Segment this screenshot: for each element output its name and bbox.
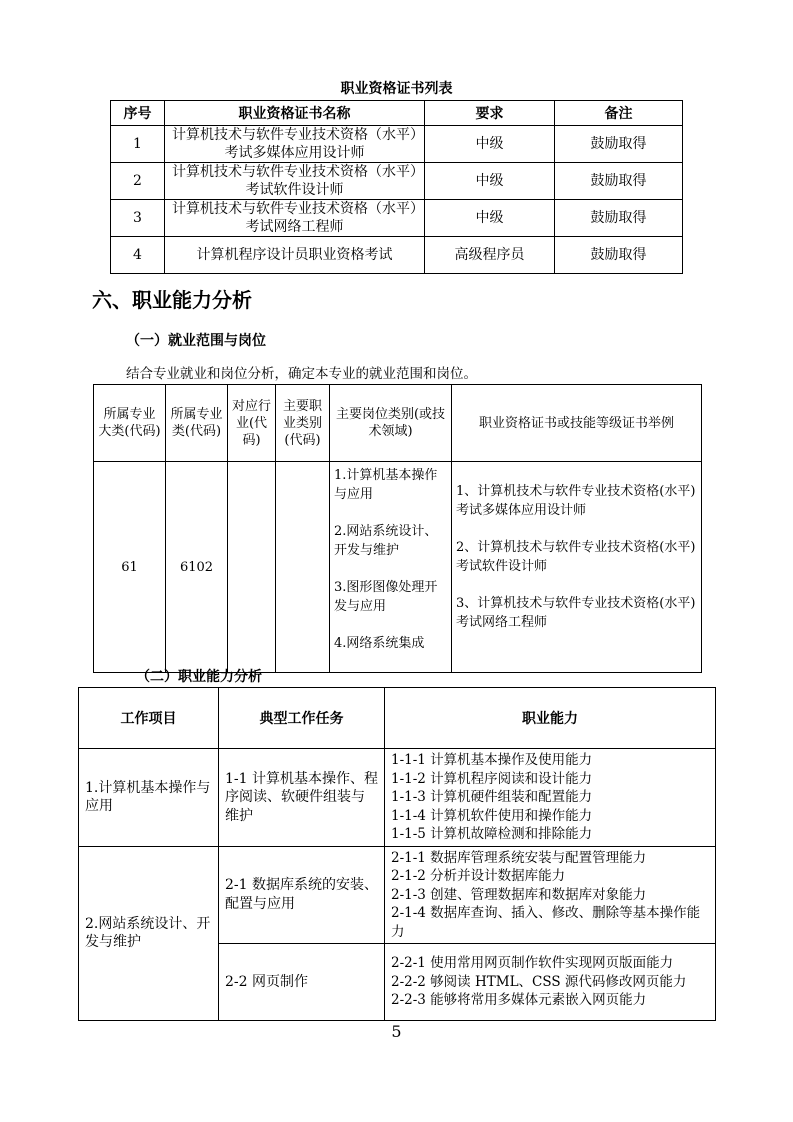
ability-list [385, 749, 716, 847]
ability-list [385, 944, 716, 1021]
table-row [111, 237, 683, 274]
list-item: 2-1-1 数据库管理系统安装与配置管理能力 [391, 849, 647, 866]
cert-index: 1 [111, 126, 165, 163]
header-work-project: 工作项目 [79, 688, 219, 749]
list-item: 2-2-3 能够将常用多媒体元素嵌入网页能力 [391, 992, 647, 1009]
typical-task: 2-2 网页制作 [219, 944, 385, 1021]
work-project: 1.计算机基本操作与应用 [79, 749, 219, 847]
ability-list [385, 846, 716, 944]
work-project: 2.网站系统设计、开发与维护 [79, 846, 219, 1021]
list-item: 1-1-3 计算机硬件组装和配置能力 [391, 789, 593, 805]
list-item: 1-1-4 计算机软件使用和操作能力 [391, 807, 593, 824]
cert-requirement: 高级程序员 [425, 237, 555, 274]
occupation-code [276, 462, 330, 673]
table-row [111, 163, 683, 200]
cert-requirement: 中级 [425, 200, 555, 237]
list-item: 4.网络系统集成 [334, 636, 425, 651]
table-row [111, 200, 683, 237]
cert-name: 计算机程序设计员职业资格考试 [165, 237, 425, 274]
list-item: 3、计算机技术与软件专业技术资格(水平) 考试网络工程师 [456, 596, 696, 630]
page-number: 5 [391, 1022, 402, 1041]
typical-task: 2-1 数据库系统的安装、配置与应用 [219, 846, 385, 944]
section-heading: 六、职业能力分析 [92, 288, 252, 312]
header-remark: 备注 [555, 101, 683, 126]
cert-requirement: 中级 [425, 163, 555, 200]
cert-remark: 鼓励取得 [555, 237, 683, 274]
header-ability: 职业能力 [385, 688, 716, 749]
header-typical-task: 典型工作任务 [219, 688, 385, 749]
cert-remark: 鼓励取得 [555, 126, 683, 163]
list-item: 1、计算机技术与软件专业技术资格(水平) 考试多媒体应用设计师 [456, 484, 696, 518]
list-item: 1-1-1 计算机基本操作及使用能力 [391, 752, 593, 768]
header-industry: 对应行业(代码) [228, 385, 276, 462]
header-index: 序号 [111, 101, 165, 126]
cert-list-table [110, 100, 683, 274]
typical-task: 1-1 计算机基本操作、程序阅读、软硬件组装与维护 [219, 749, 385, 847]
cert-requirement: 中级 [425, 126, 555, 163]
table-row [79, 749, 716, 847]
cert-remark: 鼓励取得 [555, 163, 683, 200]
vocational-ability-table [78, 687, 716, 1021]
list-item: 2.网站系统设计、开发与维护 [334, 524, 438, 558]
header-positions: 主要岗位类别(或技术领域) [330, 385, 452, 462]
cert-list-title: 职业资格证书列表 [340, 81, 453, 97]
industry-code [228, 462, 276, 673]
scope-intro-text: 结合专业就业和岗位分析，确定本专业的就业范围和岗位。 [126, 366, 477, 382]
list-item: 2-1-2 分析并设计数据库能力 [391, 868, 566, 884]
table-row [79, 846, 716, 944]
certificates-list [452, 462, 702, 673]
cert-table-header [111, 101, 683, 126]
scope-table-header [94, 385, 702, 462]
subsection-heading-ability: （二）职业能力分析 [136, 669, 262, 685]
cert-index: 3 [111, 200, 165, 237]
list-item: 1-1-2 计算机程序阅读和设计能力 [391, 770, 593, 787]
cert-name: 计算机技术与软件专业技术资格（水平）考试网络工程师 [165, 200, 425, 237]
list-item: 2、计算机技术与软件专业技术资格(水平) 考试软件设计师 [456, 540, 696, 574]
list-item: 2-1-3 创建、管理数据库和数据库对象能力 [391, 886, 647, 903]
major-class-code: 61 [94, 462, 166, 673]
cert-index: 4 [111, 237, 165, 274]
list-item: 1.计算机基本操作与应用 [334, 468, 438, 502]
cert-index: 2 [111, 163, 165, 200]
list-item: 2-2-1 使用常用网页制作软件实现网页版面能力 [391, 955, 674, 972]
header-requirement: 要求 [425, 101, 555, 126]
header-occupation: 主要职业类别(代码) [276, 385, 330, 462]
cert-remark: 鼓励取得 [555, 200, 683, 237]
header-major-class: 所属专业大类(代码) [94, 385, 166, 462]
table-row [111, 126, 683, 163]
subsection-heading-scope: （一）就业范围与岗位 [126, 333, 266, 349]
list-item: 2-2-2 够阅读 HTML、CSS 源代码修改网页能力 [391, 973, 687, 990]
header-certificates: 职业资格证书或技能等级证书举例 [452, 385, 702, 462]
list-item: 3.图形图像处理开发与应用 [334, 580, 438, 614]
cert-name: 计算机技术与软件专业技术资格（水平）考试软件设计师 [165, 163, 425, 200]
header-cert-name: 职业资格证书名称 [165, 101, 425, 126]
list-item: 1-1-5 计算机故障检测和排除能力 [391, 826, 593, 842]
major-type-code: 6102 [166, 462, 228, 673]
employment-scope-table [93, 384, 702, 673]
positions-list [330, 462, 452, 673]
table-row [94, 462, 702, 673]
list-item: 2-1-4 数据库查询、插入、修改、删除等基本操作能力 [391, 905, 701, 940]
ability-table-header [79, 688, 716, 749]
header-major-type: 所属专业类(代码) [166, 385, 228, 462]
cert-name: 计算机技术与软件专业技术资格（水平）考试多媒体应用设计师 [165, 126, 425, 163]
